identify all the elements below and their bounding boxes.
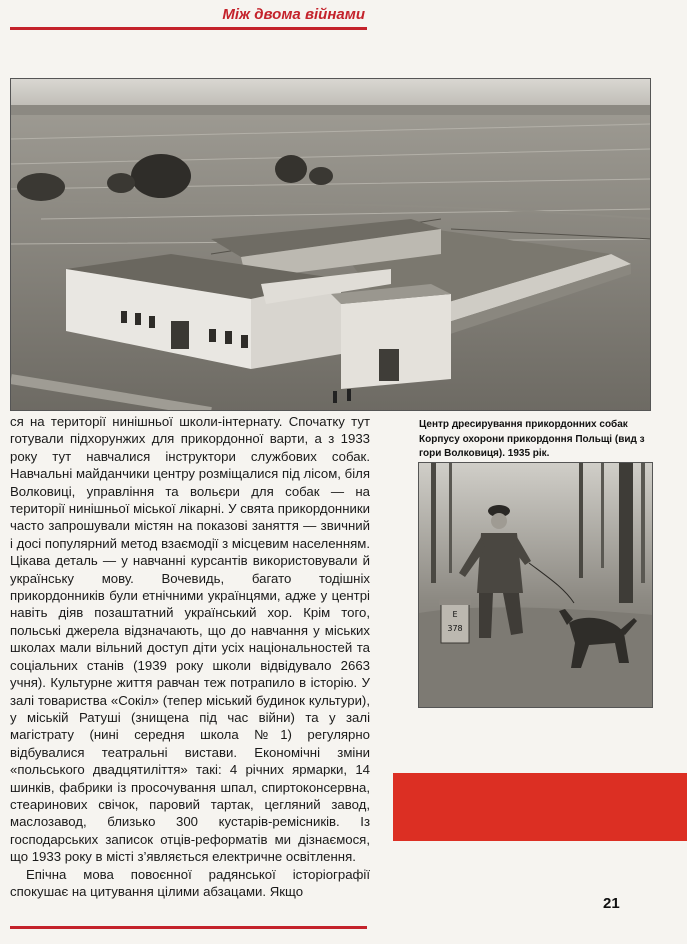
post-label-bottom: 378 xyxy=(447,624,463,633)
article-body xyxy=(10,413,370,900)
footer-rule xyxy=(10,926,367,929)
header-rule xyxy=(10,27,367,30)
article-paragraph: ся на території нинішньої школи-інтернату. Спочатку тут готували підхорунжих для прикордонної варти, а з 1933 року тут навчалися інструктори службових собак. Навчальні майданчики центру розміщалися під лісом, біля Волковиці, управління та вольєри для собак — на території нинішньої міської лікарні. У свята прикордонники часто запрошували містян на показові заняття — звичний і досі популярний метод взаємодії з місцевим населенням. Цікава деталь — у навчанні курсантів використовували й українську мову. Вочевидь, багато тодішніх прикордонників були етнічними українцями, адже у центрі навіть діяв позаштатний український хор. Крім того, польські джерела відзначають, що до навчання у міських школах мали вільний доступ діти усіх національностей та соціальних станів (1939 року школи відвідувало 2663 учня). Культурне життя равчан теж потрапило в історію. У залі товариства «Сокіл» (тепер міський будинок культури), у міській Ратуші (знищена під час війни) та у залі магістрату (нині середня школа №1) регулярно відбувалися театральні вистави. Економічні зміни «польського двадцятиліття» такі: 4 річних ярмарки, 14 шинків, фабрики із просочування шпал, спиртоконсервна, стеаринових свічок, паровий тартак, цегляний завод, маслозавод, близько 300 кустарів-ремісників. Із господарських записок отців-реформатів ми дізнаємося, що 1933 року в місті з’являється електричне освітлення. xyxy=(10,414,370,865)
main-photo xyxy=(10,78,651,411)
decorative-red-block xyxy=(393,773,687,841)
article-paragraph: Епічна мова повоєнної радянської історіографії спокушає на цитування цілими абзацами. Якщо xyxy=(10,866,370,899)
photo-caption: Центр дресирування прикордонних собак Корпусу охорони прикордоння Польщі (вид з гори Волковиця). 1935 рік. xyxy=(419,419,645,459)
guard-photo xyxy=(418,462,653,708)
page-number: 21 xyxy=(603,895,620,912)
post-label-top: E xyxy=(452,610,458,619)
section-title: Між двома війнами xyxy=(222,6,365,23)
